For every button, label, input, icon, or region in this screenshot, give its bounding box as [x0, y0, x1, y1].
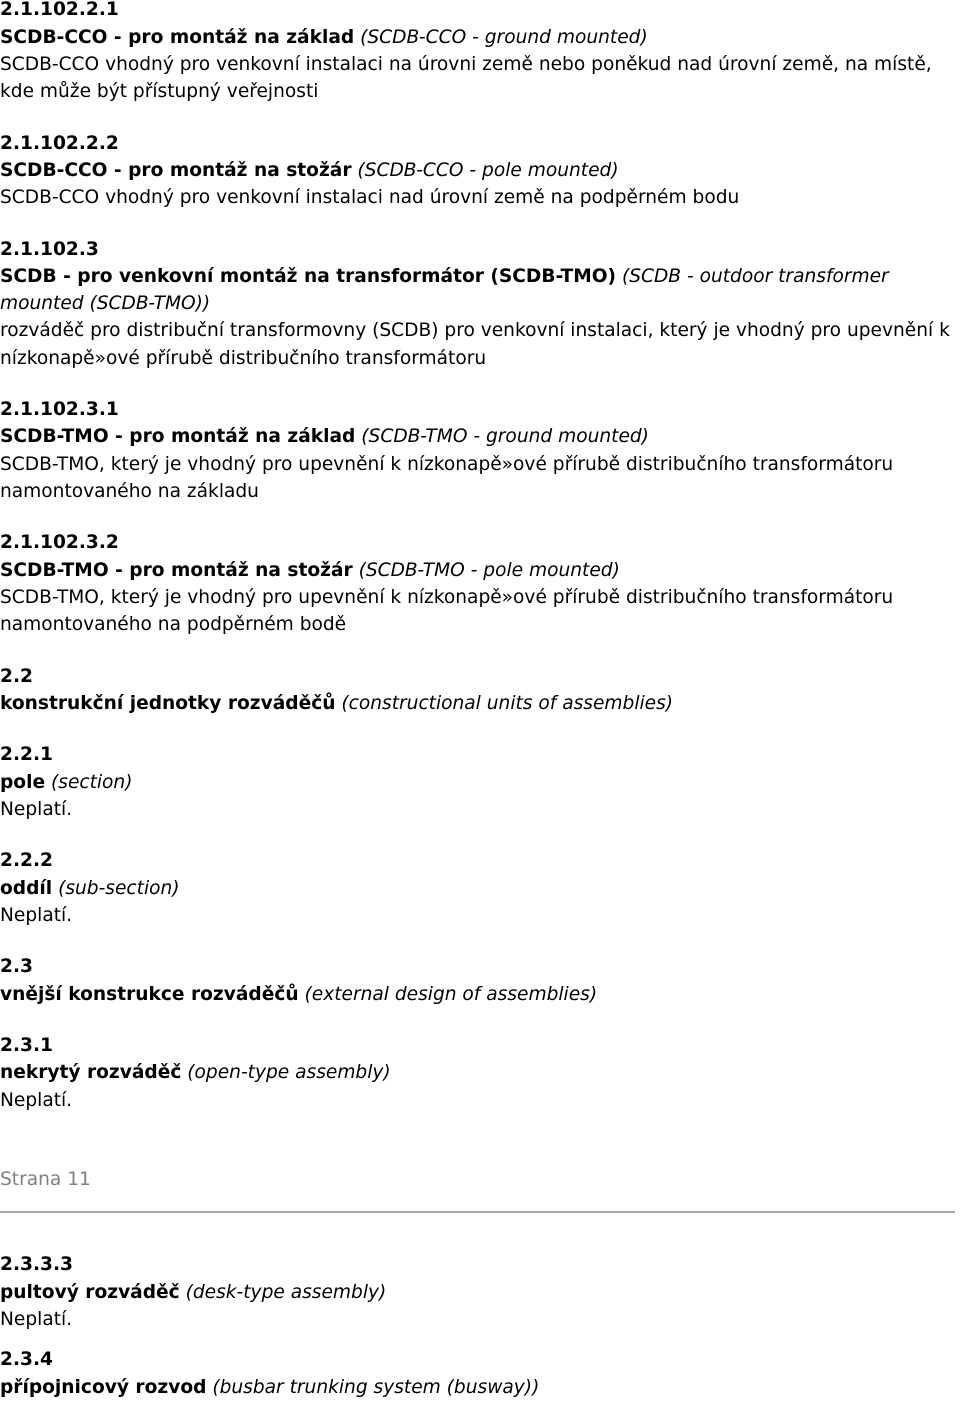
section-heading [0, 1059, 960, 1086]
section-title-english: (open-type assembly) [187, 1062, 391, 1084]
section-title: přípojnicový rozvod [0, 1376, 207, 1398]
section-2-3 [0, 953, 960, 1008]
section-heading [0, 981, 960, 1008]
section-heading [0, 423, 960, 450]
section-title: SCDB-CCO - pro montáž na stožár [0, 159, 352, 181]
section-title: vnější konstrukce rozváděčů [0, 983, 299, 1005]
section-number: 2.1.102.3 [0, 238, 99, 260]
section-2-1-102-3 [0, 236, 960, 372]
section-2-1-102-3-2 [0, 529, 960, 638]
section-2-1-102-3-1 [0, 396, 960, 505]
section-2-3-4 [0, 1346, 960, 1401]
section-heading [0, 1374, 960, 1401]
section-2-2-2 [0, 847, 960, 929]
section-title-english: (external design of assemblies) [304, 983, 598, 1005]
section-title-english: (SCDB-TMO - ground mounted) [361, 426, 649, 448]
section-heading [0, 875, 960, 902]
section-heading [0, 263, 960, 290]
section-title: SCDB-TMO - pro montáž na základ [0, 426, 356, 448]
section-title-english: (SCDB-CCO - ground mounted) [360, 26, 648, 48]
section-heading [0, 557, 960, 584]
section-title: pultový rozváděč [0, 1281, 180, 1303]
page-number: Strana 11 [0, 1169, 91, 1191]
section-heading [0, 157, 960, 184]
section-heading [0, 690, 960, 717]
section-body-line: SCDB-TMO, který je vhodný pro upevnění k nízkonapě»ové přírubě distribučního transformátoru [0, 453, 894, 475]
section-number: 2.3.3.3 [0, 1254, 73, 1276]
section-body-line: SCDB-CCO vhodný pro venkovní instalaci nad úrovní země na podpěrném bodu [0, 187, 740, 209]
section-number: 2.2.2 [0, 850, 53, 872]
section-heading [0, 24, 960, 51]
section-number: 2.1.102.3.1 [0, 399, 119, 421]
section-title: SCDB-TMO - pro montáž na stožár [0, 559, 353, 581]
section-title: nekrytý rozváděč [0, 1062, 182, 1084]
section-number: 2.1.102.2.2 [0, 132, 119, 154]
section-body-line: namontovaného na základu [0, 480, 259, 502]
section-body-line: rozváděč pro distribuční transformovny (SCDB) pro venkovní instalaci, který je vhodný pro upevnění k [0, 320, 950, 342]
section-number: 2.2.1 [0, 744, 53, 766]
section-body-line: namontovaného na podpěrném bodě [0, 614, 347, 636]
section-number: 2.1.102.2.1 [0, 0, 119, 21]
section-number: 2.3.1 [0, 1035, 53, 1057]
section-number: 2.3 [0, 956, 33, 978]
section-heading [0, 1279, 960, 1306]
section-body-line: Neplatí. [0, 904, 73, 926]
section-title: konstrukční jednotky rozváděčů [0, 692, 336, 714]
section-heading [0, 769, 960, 796]
section-body-line: Neplatí. [0, 1308, 73, 1330]
section-title-english: (desk-type assembly) [185, 1281, 387, 1303]
section-number: 2.3.4 [0, 1349, 53, 1371]
section-title-english: (section) [51, 771, 133, 793]
section-2-1-102-2-2 [0, 130, 960, 212]
section-title-english: (SCDB - outdoor transformer [621, 265, 889, 287]
section-2-1-102-2-1 [0, 0, 960, 105]
section-title-english: (SCDB-CCO - pole mounted) [357, 159, 619, 181]
section-body-line: nízkonapě»ové přírubě distribučního transformátoru [0, 347, 487, 369]
section-title-english-continued: mounted (SCDB-TMO)) [0, 293, 211, 315]
section-2-3-1 [0, 1032, 960, 1114]
section-number: 2.2 [0, 665, 33, 687]
section-title-english: (busbar trunking system (busway)) [212, 1376, 540, 1398]
section-title-english: (constructional units of assemblies) [341, 692, 674, 714]
section-title: SCDB - pro venkovní montáž na transformátor (SCDB-TMO) [0, 265, 617, 287]
section-title-english: (sub-section) [58, 877, 180, 899]
section-title-english: (SCDB-TMO - pole mounted) [358, 559, 620, 581]
section-body-line: Neplatí. [0, 798, 73, 820]
section-body-line: kde může být přístupný veřejnosti [0, 81, 319, 103]
section-body-line: Neplatí. [0, 1089, 73, 1111]
section-title: SCDB-CCO - pro montáž na základ [0, 26, 355, 48]
section-number: 2.1.102.3.2 [0, 532, 119, 554]
section-body-line: SCDB-TMO, který je vhodný pro upevnění k nízkonapě»ové přírubě distribučního transformátoru [0, 586, 894, 608]
section-2-2 [0, 663, 960, 718]
page-break-divider [0, 1211, 955, 1213]
section-2-2-1 [0, 741, 960, 823]
section-title: pole [0, 771, 46, 793]
section-title: oddíl [0, 877, 53, 899]
section-2-3-3-3 [0, 1251, 960, 1333]
page-12-content [0, 1251, 960, 1401]
section-body-line: SCDB-CCO vhodný pro venkovní instalaci na úrovni země nebo poněkud nad úrovní země, na místě, [0, 53, 932, 75]
